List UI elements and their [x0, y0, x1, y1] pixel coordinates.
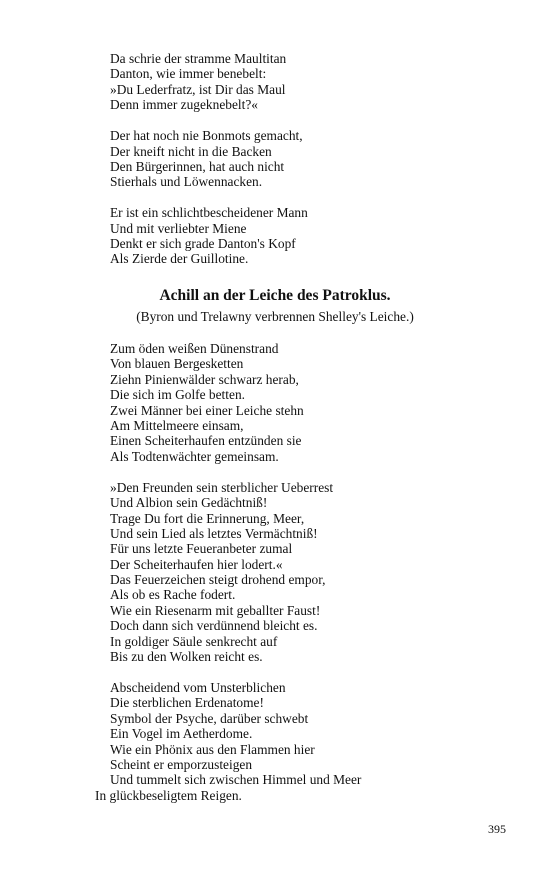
verse-line: Und Albion sein Gedächtniß! [110, 495, 268, 511]
stanza-2 [110, 128, 530, 190]
verse-line: Den Bürgerinnen, hat auch nicht [110, 158, 285, 174]
verse-line: Ziehn Pinienwälder schwarz herab, [110, 371, 299, 387]
verse-line: »Du Lederfratz, ist Dir das Maul [110, 81, 286, 97]
verse-line: Zwei Männer bei einer Leiche stehn [110, 402, 304, 418]
verse-line: In goldiger Säule senkrecht auf [110, 633, 278, 649]
stanza-4 [110, 341, 530, 464]
verse-line: Wie ein Riesenarm mit geballter Faust! [110, 602, 321, 618]
verse-line: Die sterblichen Erdenatome! [110, 695, 264, 711]
verse-line: Als ob es Rache fodert. [110, 587, 236, 603]
verse-line: Und tummelt sich zwischen Himmel und Meer [110, 772, 362, 788]
verse-line: Als Todtenwächter gemeinsam. [110, 448, 279, 464]
verse-line: Für uns letzte Feueranbeter zumal [110, 541, 293, 557]
verse-line: Das Feuerzeichen steigt drohend empor, [110, 572, 326, 588]
verse-line: Doch dann sich verdünnend bleicht es. [110, 618, 318, 634]
verse-line: Der Scheiterhaufen hier lodert.« [110, 556, 283, 572]
verse-line: Einen Scheiterhaufen entzünden sie [110, 433, 302, 449]
verse-line: Und sein Lied als letztes Vermächtniß! [110, 525, 318, 541]
verse-line: Ein Vogel im Aetherdome. [110, 726, 253, 742]
verse-line: Trage Du fort die Erinnerung, Meer, [110, 510, 305, 526]
verse-line: Und mit verliebter Miene [110, 220, 247, 236]
verse-line: Da schrie der stramme Maultitan [110, 51, 287, 66]
page-number: 395 [488, 822, 506, 836]
verse-line: Von blauen Bergesketten [110, 356, 244, 372]
stanza-3 [110, 205, 530, 267]
poem-subtitle: (Byron und Trelawny verbrennen Shelley's Leiche.) [136, 309, 414, 324]
verse-line: Die sich im Golfe betten. [110, 387, 245, 403]
verse-line: »Den Freunden sein sterblicher Ueberrest [110, 479, 334, 495]
verse-line: Scheint er emporzusteigen [110, 756, 253, 772]
verse-line: Abscheidend vom Unsterblichen [110, 680, 286, 695]
verse-line: Bis zu den Wolken reicht es. [110, 649, 263, 665]
poem-title: Achill an der Leiche des Patroklus. [159, 287, 391, 304]
verse-line: Zum öden weißen Dünenstrand [110, 341, 279, 356]
verse-line: Danton, wie immer benebelt: [110, 66, 267, 82]
verse-line: Der kneift nicht in die Backen [110, 143, 272, 159]
stanza-5 [110, 480, 530, 665]
verse-line: Denn immer zugeknebelt?« [110, 97, 258, 113]
verse-line: Wie ein Phönix aus den Flammen hier [110, 741, 315, 757]
stanza-6 [95, 680, 530, 803]
verse-line: In glückbeseligtem Reigen. [95, 787, 242, 803]
verse-line: Symbol der Psyche, darüber schwebt [110, 710, 309, 726]
verse-line: Er ist ein schlichtbescheidener Mann [110, 205, 308, 221]
verse-line: Denkt er sich grade Danton's Kopf [110, 236, 296, 252]
poem-part-2 [95, 341, 530, 803]
verse-line: Am Mittelmeere einsam, [110, 417, 244, 433]
poem-part-1 [110, 51, 530, 267]
verse-line: Stierhals und Löwennacken. [110, 174, 263, 190]
stanza-1 [110, 51, 530, 113]
verse-line: Der hat noch nie Bonmots gemacht, [110, 128, 303, 144]
verse-line: Als Zierde der Guillotine. [110, 251, 249, 267]
